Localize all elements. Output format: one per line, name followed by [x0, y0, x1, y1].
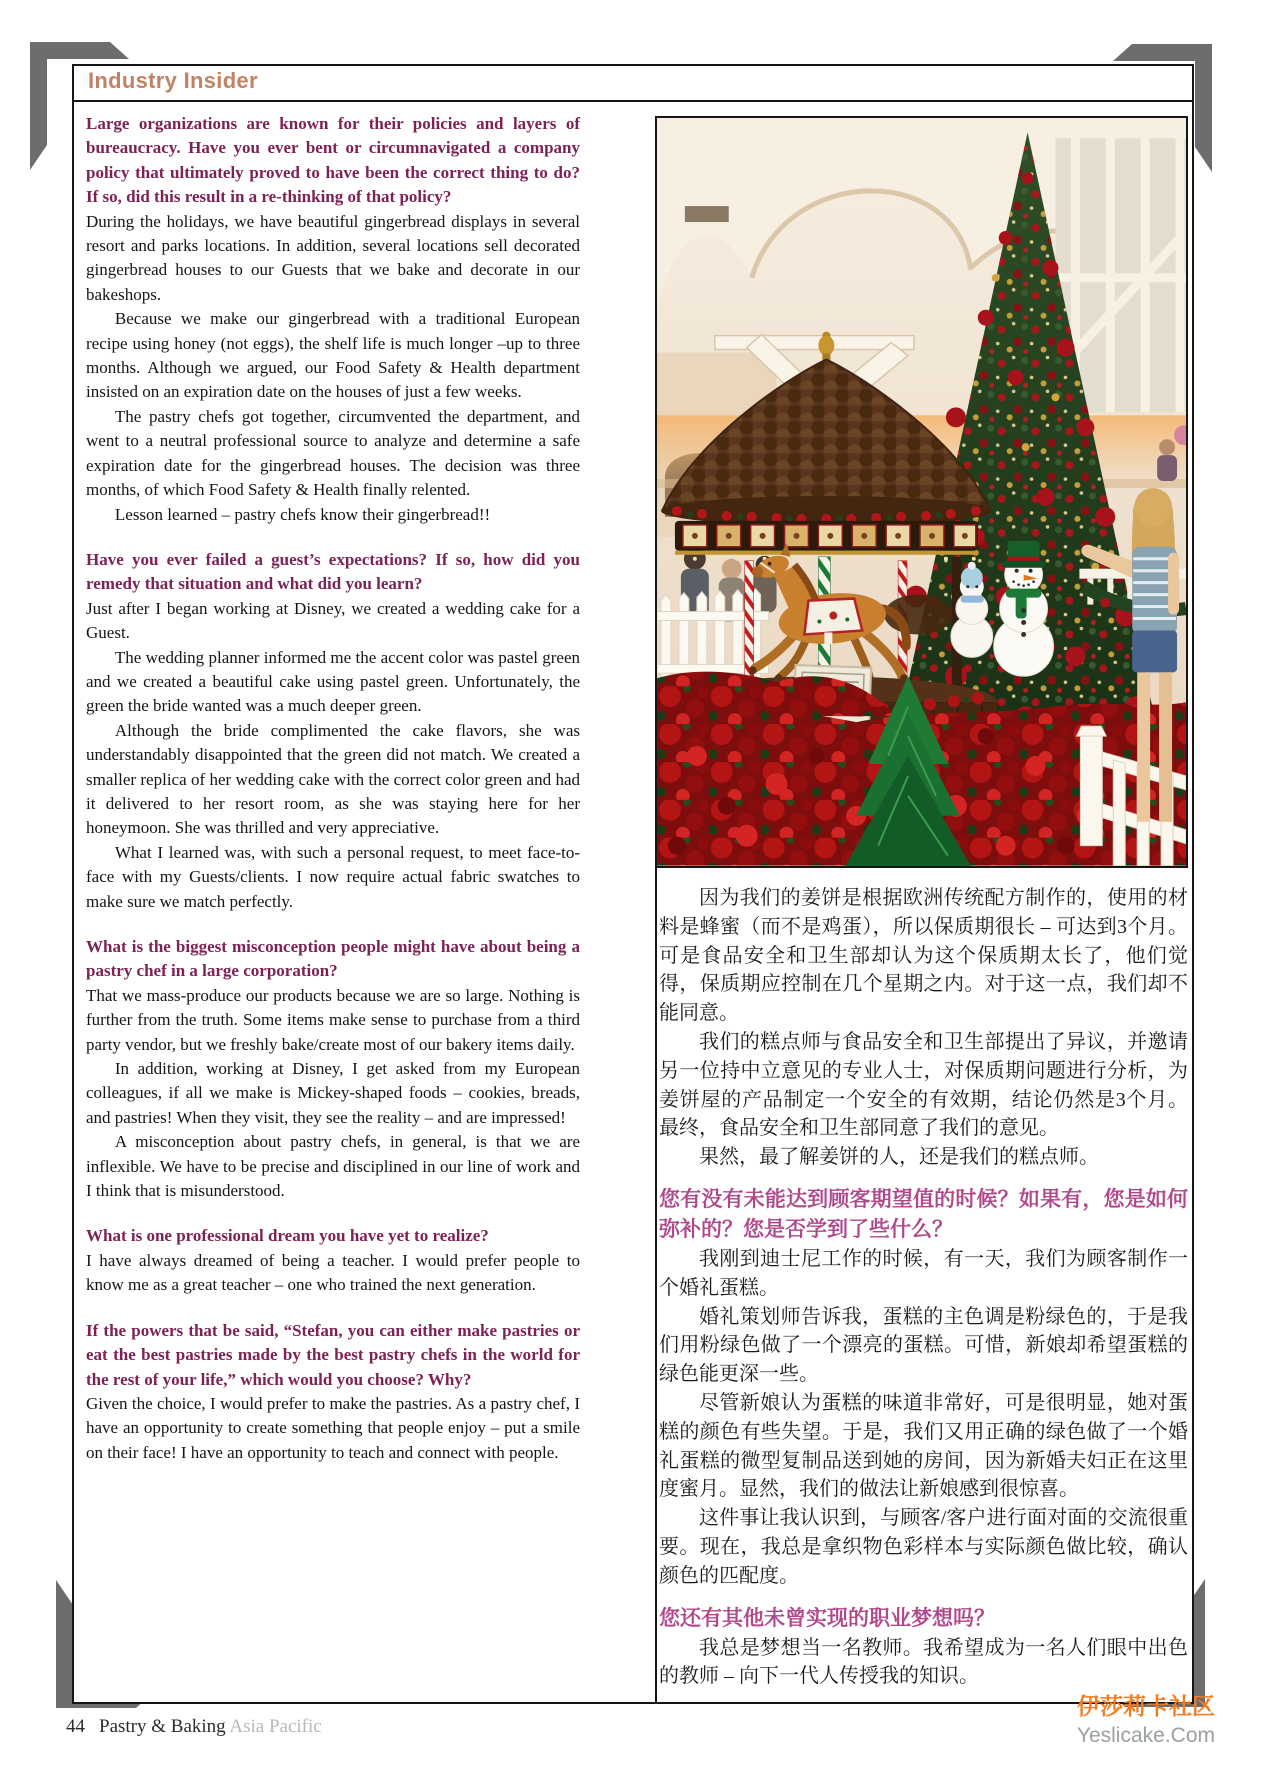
qa-section — [659, 884, 1188, 1172]
qa-section — [86, 935, 580, 1203]
question-heading: 您还有其他未曾实现的职业梦想吗？ — [659, 1606, 995, 1630]
page-number: 44 — [66, 1716, 85, 1737]
answer-paragraph: 我总是梦想当一名教师。我希望成为一名人们眼中出色的教师 – 向下一代人传授我的知识。 — [659, 1636, 1188, 1688]
watermark-site-url: Yeslicake.Com — [1076, 1724, 1215, 1747]
answer-paragraph: I have always dreamed of being a teacher. I would prefer people to know me as a great teacher – one who trained the next generation. — [86, 1250, 580, 1295]
english-interview-column — [86, 112, 580, 1465]
answer-paragraph: Just after I began working at Disney, we created a wedding cake for a Guest. — [86, 598, 580, 643]
section-masthead: Industry Insider — [88, 68, 258, 93]
christmas-display-photo — [655, 116, 1188, 868]
magazine-title: Pastry & Baking — [99, 1716, 226, 1737]
masthead-rule — [72, 100, 1194, 102]
question-heading: Have you ever failed a guest’s expectations? If so, how did you remedy that situation and what did you learn? — [86, 549, 580, 594]
site-watermark — [1077, 1688, 1215, 1748]
magazine-region: Asia Pacific — [229, 1716, 322, 1737]
answer-paragraph: 我刚到迪士尼工作的时候，有一天，我们为顾客制作一个婚礼蛋糕。 — [659, 1247, 1188, 1299]
answer-paragraph: Lesson learned – pastry chefs know their gingerbread!! — [114, 504, 491, 524]
question-heading: If the powers that be said, “Stefan, you can either make pastries or eat the best pastries made by the best pastry chefs in the world for the rest of your life,” which would you choose? Why? — [86, 1320, 580, 1389]
qa-section — [659, 1185, 1188, 1591]
qa-section — [86, 112, 580, 527]
answer-paragraph: 因为我们的姜饼是根据欧洲传统配方制作的，使用的材料是蜂蜜（而不是鸡蛋），所以保质期很长 – 可达到3个月。可是食品安全和卫生部却认为这个保质期太长了，他们觉得，保质期应控制在几个星期之内。对于这一点，我们却不能同意。 — [659, 887, 1188, 1025]
answer-paragraph: During the holidays, we have beautiful gingerbread displays in several resort and parks locations. In addition, several locations sell decorated gingerbread houses to our Guests that we bake and decorate in our bakeshops. — [86, 211, 580, 304]
qa-section — [86, 1224, 580, 1297]
qa-section — [659, 1604, 1188, 1692]
answer-paragraph: 婚礼策划师告诉我，蛋糕的主色调是粉绿色的，于是我们用粉绿色做了一个漂亮的蛋糕。可惜，新娘却希望蛋糕的绿色能更深一些。 — [659, 1305, 1188, 1386]
question-heading: 您有没有未能达到顾客期望值的时候？如果有，您是如何弥补的？您是否学到了些什么？ — [659, 1187, 1188, 1241]
question-heading: What is one professional dream you have yet to realize? — [86, 1226, 489, 1246]
watermark-community-name: 伊莎莉卡社区 — [1077, 1693, 1215, 1719]
answer-paragraph: The pastry chefs got together, circumvented the department, and went to a neutral professional source to analyze and determine a safe expiration date for the gingerbread houses. The decision was three months, of which Food Safety & Health finally relented. — [86, 406, 580, 500]
answer-paragraph: Given the choice, I would prefer to make the pastries. As a pastry chef, I have an opportunity to create something that people enjoy – put a smile on their face! I have an opportunity to teach and connect with people. — [86, 1393, 580, 1462]
answer-paragraph: Although the bride complimented the cake flavors, she was understandably disappointed that the green did not match. We created a smaller replica of her wedding cake with the correct color green and had it delivered to her resort room, as she was staying here for her honeymoon. She was thrilled and very appreciative. — [86, 720, 580, 838]
qa-section — [86, 548, 580, 914]
page-footer — [66, 1716, 322, 1738]
answer-paragraph: A misconception about pastry chefs, in general, is that we are inflexible. We have to be precise and disciplined in our line of work and I think that is misunderstood. — [86, 1132, 580, 1201]
answer-paragraph: 这件事让我认识到，与顾客/客户进行面对面的交流很重要。现在，我总是拿织物色彩样本与实际颜色做比较，确认颜色的匹配度。 — [659, 1507, 1188, 1587]
question-heading: Large organizations are known for their policies and layers of bureaucracy. Have you ever bent or circumnavigated a company policy that ultimately proved to have been the correct thing to do? If so, did this result in a re-thinking of that policy? — [86, 114, 580, 207]
answer-paragraph: The wedding planner informed me the accent color was pastel green and we created a beautiful cake using pastel green. Unfortunately, the green the bride wanted was a much deeper green. — [86, 647, 580, 716]
answer-paragraph: 我们的糕点师与食品安全和卫生部提出了异议，并邀请另一位持中立意见的专业人士，对保质期问题进行分析，为姜饼屋的产品制定一个安全的有效期，结论仍然是3个月。最终，食品安全和卫生部同意了我们的意见。 — [659, 1030, 1188, 1140]
answer-paragraph: 果然，最了解姜饼的人，还是我们的糕点师。 — [699, 1146, 1099, 1169]
answer-paragraph: That we mass-produce our products because we are so large. Nothing is further from the truth. Some items make sense to purchase from a third party vendor, but we freshly bake/create most of our bakery items daily. — [86, 985, 580, 1054]
answer-paragraph: Because we make our gingerbread with a traditional European recipe using honey (not eggs), the shelf life is much longer –up to three months. Although we argued, our Food Safety & Health department insisted on an expiration date on the houses of just a few weeks. — [86, 309, 580, 402]
answer-paragraph: In addition, working at Disney, I get asked from my European colleagues, if all we make is Mickey-shaped foods – cookies, breads, and pastries! When they visit, they see the reality – and are impressed! — [86, 1059, 580, 1127]
chinese-translation-column — [659, 884, 1188, 1691]
qa-section — [86, 1319, 580, 1465]
answer-paragraph: 尽管新娘认为蛋糕的味道非常好，可是很明显，她对蛋糕的颜色有些失望。于是，我们又用正确的绿色做了一个婚礼蛋糕的微型复制品送到她的房间，因为新婚夫妇正在这里度蜜月。显然，我们的做法让新娘感到很惊喜。 — [659, 1391, 1188, 1501]
answer-paragraph: What I learned was, with such a personal request, to meet face-to-face with my Guests/clients. I now require actual fabric swatches to make sure we match perfectly. — [86, 842, 580, 911]
question-heading: What is the biggest misconception people might have about being a pastry chef in a large corporation? — [86, 937, 580, 981]
